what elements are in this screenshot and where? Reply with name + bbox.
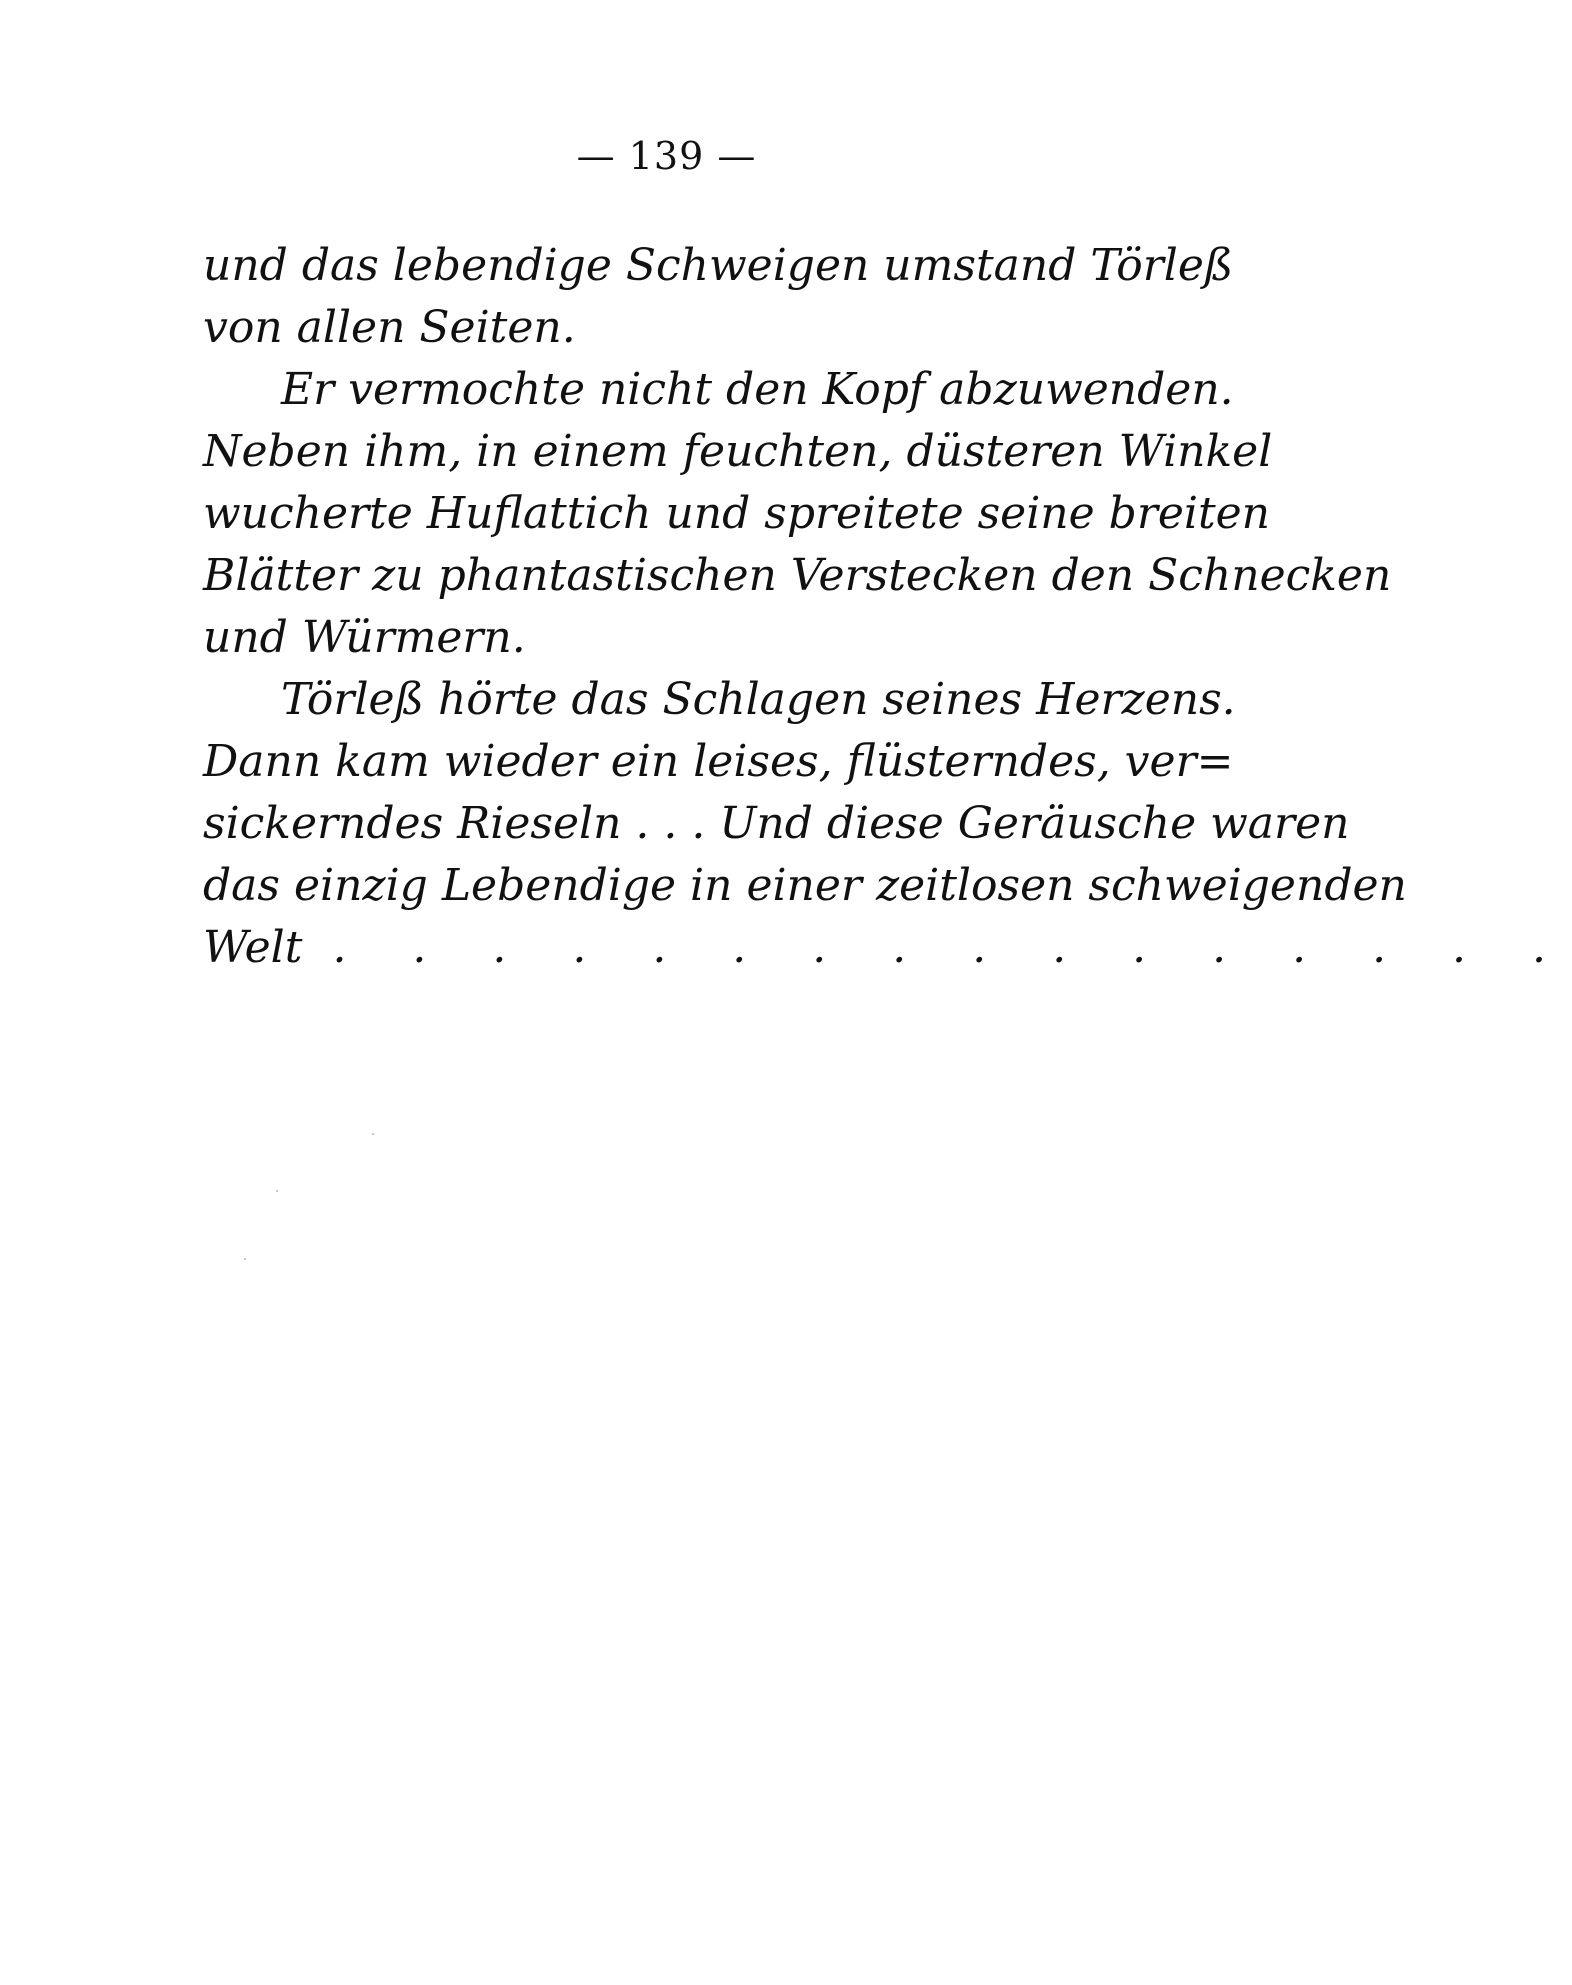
text-line: wucherte Huflattich und spreitete seine breiten	[203, 488, 1271, 539]
text-line: Törleß hörte das Schlagen seines Herzens.	[281, 674, 1236, 725]
final-line	[203, 917, 1572, 979]
text-line: und das lebendige Schweigen umstand Törleß	[203, 240, 1234, 291]
text-line: Er vermochte nicht den Kopf abzuwenden.	[281, 364, 1234, 415]
ellipsis-dots: . . . . . . . . . . . . . . . .	[332, 922, 1572, 973]
body-text	[203, 235, 1572, 979]
scan-speck	[244, 1258, 246, 1260]
text-line: Neben ihm, in einem feuchten, düsteren Winkel	[203, 426, 1273, 477]
text-line: sickerndes Rieseln . . . Und diese Geräusche waren	[203, 798, 1350, 849]
page-number: — 139 —	[576, 134, 757, 178]
final-word: Welt	[203, 922, 303, 973]
text-line: Blätter zu phantastischen Verstecken den Schnecken	[203, 550, 1392, 601]
text-line: und Würmern.	[203, 612, 526, 663]
text-line: von allen Seiten.	[203, 302, 576, 353]
scan-speck	[372, 1133, 374, 1135]
text-line: Dann kam wieder ein leises, flüsterndes, ver=	[203, 736, 1234, 787]
scan-speck	[276, 1190, 278, 1192]
text-line: das einzig Lebendige in einer zeitlosen schweigenden	[203, 860, 1407, 911]
